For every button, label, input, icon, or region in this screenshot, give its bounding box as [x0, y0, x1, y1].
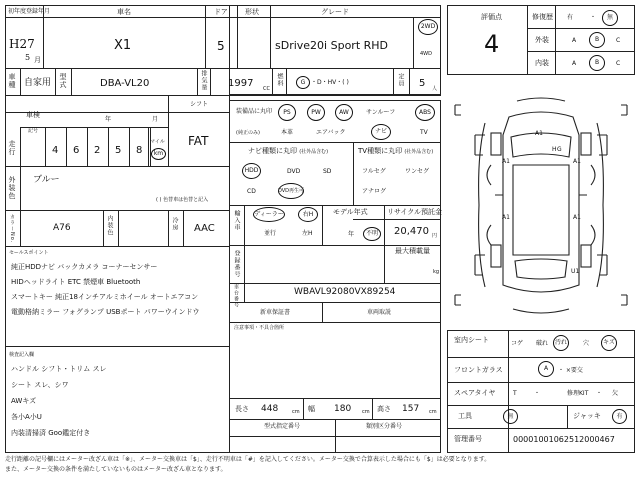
height-value: 157 — [402, 404, 420, 414]
glass-other: ・ ×要交 — [558, 367, 583, 374]
mileage-mile-label: マイル — [150, 139, 165, 145]
equip-airbag: エアバック — [316, 129, 346, 136]
warranty-label: 新車保証書 — [260, 309, 291, 316]
reg-month: 5 — [25, 53, 31, 62]
jack-label: ジャッキ — [573, 412, 601, 420]
import-parallel: 並行 — [264, 230, 277, 237]
tv-type-title: TV種類に丸印 — [358, 147, 403, 155]
color-no-label: カラーNo. — [9, 214, 15, 244]
category-label: 類別区分番号 — [366, 423, 403, 430]
recycle-label: リサイクル預託金 — [387, 208, 443, 216]
equip-ps: PS — [278, 104, 296, 121]
inspection-label: 車検 — [26, 111, 40, 119]
footer-note-1: 走行距離の記号欄にはメーター改ざん車は「※」、メーター交換車は「$」、走行不明車は「#」を記入してください。メーター交換で合算表示した場合にも「$」は必要となります。 — [5, 456, 491, 463]
repair-no-circled: 無 — [602, 10, 618, 26]
fuel-options: ・D・HV・( ) — [311, 79, 349, 86]
shape-header: 形状 — [245, 8, 259, 16]
nav-dvd: DVD — [287, 168, 301, 175]
width-unit: cm — [362, 409, 370, 415]
model-name: X1 — [114, 38, 132, 53]
vehicle-damage-diagram — [447, 95, 635, 325]
equipment-label: 装備品に丸印 — [236, 108, 273, 115]
ac-value: AAC — [194, 223, 215, 234]
model-year-year: 年 — [348, 231, 355, 238]
reg-month-unit: 月 — [34, 56, 41, 64]
shift-label: シフト — [190, 101, 209, 108]
inspector-note-line: ハンドル シフト・トリム スレ — [11, 365, 107, 373]
mileage-digit: 4 — [52, 145, 59, 156]
inspection-month: 月 — [152, 116, 159, 123]
type-code: DBA-VL20 — [100, 78, 150, 89]
exterior-grade-label: 外装 — [535, 36, 549, 44]
tv-type-note: (社外品含む) — [404, 149, 434, 155]
equip-sunroof: サンルーフ — [366, 109, 396, 116]
shift-value: FAT — [188, 134, 209, 148]
fuel-label: 燃料 — [276, 73, 283, 87]
model-year-unknown: 不明 — [363, 227, 381, 241]
drive-2wd: 2WD — [418, 19, 438, 35]
exterior-grade-a: A — [572, 37, 577, 44]
cooler-label: 冷房 — [171, 217, 178, 231]
mileage-side-label: 走行 — [8, 140, 16, 156]
width-label: 幅 — [308, 405, 315, 413]
chassis-label: 車台番号 — [233, 284, 239, 308]
displacement-label: 排気量 — [200, 70, 207, 91]
equip-pw: PW — [307, 104, 325, 121]
sales-point-line: 純正HDDナビ バックカメラ コーナーセンサー — [11, 263, 158, 271]
interior-grade-label: 内装 — [535, 59, 549, 67]
exterior-grade-b-circled: B — [589, 32, 605, 48]
diagram-mark-a1-right: A1 — [573, 158, 581, 165]
nav-type-note: (社外品含む) — [299, 149, 329, 155]
spare-tire-label: スペアタイヤ — [454, 389, 496, 397]
inspector-note-line: AWキズ — [11, 397, 37, 405]
spare-sep2: ・ — [596, 390, 603, 397]
sales-point-label: セールスポイント — [9, 250, 49, 256]
max-load-label: 最大積載量 — [395, 247, 430, 255]
use-label: 車種 — [8, 73, 16, 89]
type-label: 型式 — [59, 73, 67, 89]
color-note: ( ) 色替車は色替と記入 — [156, 197, 209, 203]
reg-era: H27 — [9, 37, 35, 51]
model-year-label: モデル年式 — [333, 208, 368, 216]
tv-analog: アナログ — [362, 188, 387, 195]
import-dealer: ディーラー — [253, 207, 285, 222]
diagram-mark-u1: U1 — [571, 268, 580, 275]
memo-label: 注意事項・不具合箇所 — [234, 325, 285, 331]
sales-point-line: 電動格納ミラー フォグランプ USBポート パワーウインドウ — [11, 308, 200, 316]
import-left-hand: 左H — [302, 230, 313, 237]
diagram-mark-h: H — [552, 146, 557, 153]
seat-label: 室内シート — [454, 336, 489, 344]
km-circled: km — [151, 148, 166, 160]
seat-tear: 破れ — [536, 340, 549, 347]
interior-color-label: 内装色 — [106, 215, 113, 236]
equipment-sub: (純正のみ) — [236, 130, 260, 136]
seats-label: 定員 — [397, 73, 404, 87]
seat-stain-circled: 汚れ — [553, 335, 569, 351]
tools-none-circled: 無 — [503, 409, 518, 424]
color-no-value: A76 — [53, 223, 71, 233]
spare-missing: 欠 — [612, 390, 619, 397]
interior-grade-a: A — [572, 60, 577, 67]
footer-note-2: また、メーター交換の条件を満たしていないものはメーター改ざん車となります。 — [5, 466, 227, 473]
interior-grade-c: C — [616, 60, 621, 67]
grade-value: sDrive20i Sport RHD — [275, 39, 389, 52]
management-no-label: 管理番号 — [454, 435, 482, 443]
inspector-note-line: シート スレ、シワ — [11, 381, 69, 389]
seat-burn: コゲ — [511, 340, 524, 347]
nav-sd: SD — [323, 168, 332, 175]
mileage-symbol-label: 記号 — [28, 128, 39, 134]
color-value: ブルー — [33, 175, 60, 185]
displacement-value: 1997 — [228, 78, 254, 89]
height-label: 高さ — [377, 405, 391, 413]
color-side-label: 外装色 — [8, 176, 16, 200]
width-value: 180 — [334, 404, 352, 414]
import-right-hand: 右H — [298, 207, 318, 222]
tools-label: 工具 — [458, 412, 472, 420]
seat-scratch-circled: キズ — [601, 335, 617, 351]
nav-cd: CD — [247, 188, 256, 195]
nav-dvd-playback: DVD再生可 — [278, 183, 304, 199]
equip-leather: 本革 — [281, 129, 294, 136]
repair-history-label: 修復歴 — [532, 13, 553, 21]
spare-repair-kit: 修理KIT — [567, 390, 589, 397]
manual-label: 車両取説 — [367, 309, 392, 316]
repair-sep: ・ — [590, 14, 597, 21]
nav-type-label — [248, 148, 328, 155]
management-no-value: 00001001062512000467 — [513, 435, 615, 444]
chassis-value: WBAVL92080VX89254 — [294, 287, 396, 297]
reg-no-label: 登録番号 — [233, 250, 240, 278]
use-value: 自家用 — [24, 78, 52, 88]
door-count: 5 — [217, 39, 225, 53]
grade-header: グレード — [321, 8, 349, 16]
glass-label: フロントガラス — [454, 366, 503, 374]
seats-value: 5 — [419, 78, 426, 89]
import-label: 輸入車 — [233, 210, 240, 231]
inspector-label: 検査記入欄 — [9, 352, 35, 358]
inspector-note-line: 内装清掃済 Goo鑑定付き — [11, 429, 91, 437]
diagram-mark-g: G — [557, 146, 562, 153]
spare-sep1: ・ — [534, 390, 541, 397]
fuel-gasoline: G — [296, 76, 310, 89]
diagram-mark-a1-lower-left: A1 — [502, 214, 510, 221]
mileage-digit: 5 — [115, 145, 122, 156]
inspection-year: 年 — [105, 116, 112, 123]
seat-hole: 穴 — [583, 340, 590, 347]
tv-fullseg: フルセグ — [362, 168, 386, 175]
tv-type-label — [358, 148, 433, 155]
spare-t: T — [513, 390, 517, 397]
recycle-value: 20,470 — [394, 226, 429, 237]
jack-yes-circled: 有 — [612, 409, 627, 424]
interior-grade-b-circled: B — [589, 55, 605, 71]
recycle-unit: 円 — [432, 233, 438, 239]
score-value: 4 — [484, 30, 500, 58]
equip-abs: ABS — [415, 104, 435, 121]
length-value: 448 — [261, 404, 279, 414]
equip-navi: ナビ — [371, 124, 391, 140]
tv-oneseg: ワンセグ — [405, 168, 430, 175]
designation-label: 型式指定番号 — [264, 423, 301, 430]
exterior-grade-c: C — [616, 37, 621, 44]
score-label: 評価点 — [481, 13, 502, 21]
diagram-mark-a1-lower-right: A1 — [573, 214, 581, 221]
seats-unit: 人 — [432, 86, 438, 92]
repair-yes: 有 — [567, 14, 574, 21]
glass-a-circled: A — [538, 361, 554, 377]
nav-type-title: ナビ種類に丸印 — [248, 147, 297, 155]
sales-point-line: HIDヘッドライト ETC 禁煙車 Bluetooth — [11, 278, 141, 286]
inspector-note-line: 各小A小U — [11, 413, 42, 421]
height-unit: cm — [429, 409, 437, 415]
drive-4wd: 4WD — [420, 51, 432, 57]
diagram-mark-a1-front: A1 — [535, 130, 543, 137]
reg-year-header: 初年度登録年月 — [8, 8, 51, 15]
mileage-digit: 2 — [94, 145, 101, 156]
max-load-unit: kg — [433, 269, 440, 275]
equip-aw: AW — [335, 104, 353, 121]
length-unit: cm — [292, 409, 300, 415]
sales-point-line: スマートキー 純正18インチアルミホイール オートエアコン — [11, 293, 199, 301]
diagram-mark-a1-left: A1 — [502, 158, 510, 165]
equip-tv: TV — [420, 129, 428, 136]
cc-unit: CC — [263, 86, 270, 92]
mileage-digit: 6 — [73, 145, 80, 156]
door-header: ドア — [214, 8, 228, 16]
model-header: 車名 — [117, 8, 131, 16]
length-label: 長さ — [235, 405, 249, 413]
nav-hdd: HDD — [242, 163, 261, 179]
mileage-digit: 8 — [136, 145, 143, 156]
